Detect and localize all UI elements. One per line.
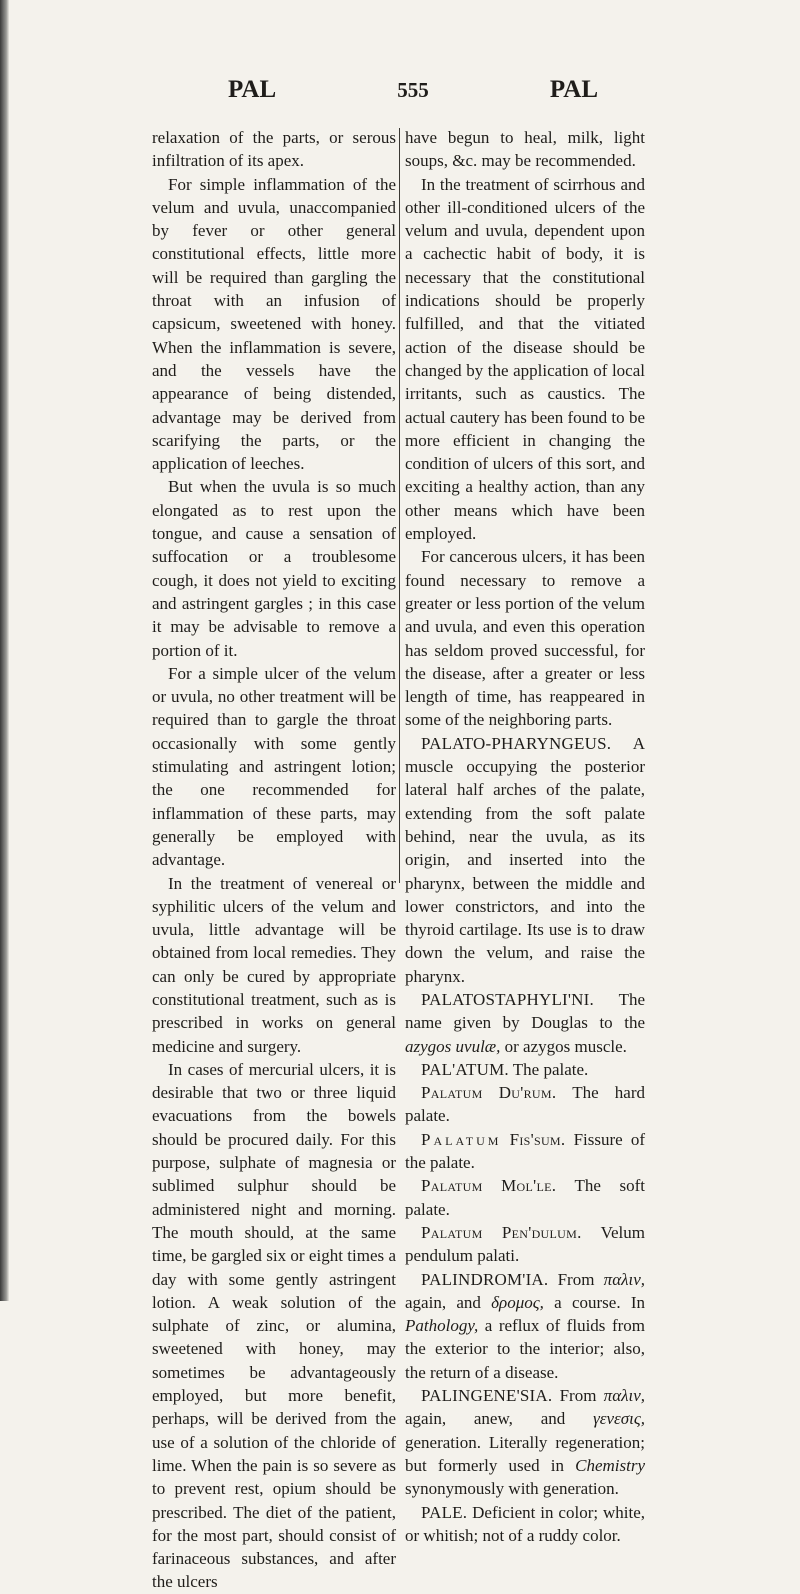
entry-text: The soft palate. bbox=[405, 1176, 645, 1219]
paragraph: In the treatment of venereal or syphilitic ulcers of the velum and uvula, little advantage will be obtained from local remedies. They can only be cured by appropriate constitutional treatment, such as is prescribed in works on general medicine and surgery. bbox=[152, 873, 396, 1056]
entry-text: A muscle occupying the posterior lateral half arches of the palate, extending from the soft palate behind, near the uvula, as its origin, and inserted into the pharynx, between the middle and lower constrictors, and into the thyroid cartilage. Its use is to draw down the velum, and raise the pharynx. bbox=[405, 733, 645, 986]
entry-palatum-durum bbox=[405, 1081, 645, 1128]
entry-palato-pharyngeus bbox=[405, 732, 645, 988]
entry-term: Fis'sum. bbox=[509, 1129, 566, 1149]
left-column bbox=[152, 126, 396, 1594]
entry-term: PALINGENE'SIA. bbox=[421, 1386, 553, 1406]
header-right-word: PAL bbox=[549, 76, 598, 103]
greek-word: δρομος, bbox=[491, 1292, 544, 1312]
entry-palatum-pendulum bbox=[405, 1221, 645, 1268]
paragraph: relaxation of the parts, or serous infiltration of its apex. bbox=[152, 128, 396, 171]
entry-pale bbox=[405, 1501, 645, 1548]
paragraph: For simple inflammation of the velum and uvula, unaccompanied by fever or other general constitutional effects, little more will be required than gargling the throat with an infusion of capsicum, sweetened with honey. When the inflammation is severe, and the vessels have the appearance of being distended, advantage may be derived from scarifying the parts, or the application of leeches. bbox=[152, 174, 396, 474]
entry-palatostaphylini bbox=[405, 988, 645, 1058]
paragraph: For a simple ulcer of the velum or uvula, no other treatment will be required than to gargle the throat occasionally with some gently stimulating and astringent lotion; the one recommended for inflammation of these parts, may generally be employed with advantage. bbox=[152, 663, 396, 870]
entry-text: a course. In bbox=[554, 1292, 646, 1312]
right-column bbox=[405, 126, 645, 1547]
paragraph: In the treatment of scirrhous and other ill-conditioned ulcers of the velum and uvula, dependent upon a cachectic habit of body, it is necessary that the constitutional indications should be properly fulfilled, and that the vitiated action of the disease should be changed by the application of local irritants, such as caustics. The actual cautery has been found to be more efficient in changing the condition of ulcers of this sort, and exciting a healthy action, than any other means which have been employed. bbox=[405, 174, 645, 544]
entry-term: PALE. bbox=[421, 1502, 468, 1522]
entry-italic: azygos uvulæ, bbox=[405, 1036, 501, 1056]
entry-palindromia bbox=[405, 1268, 645, 1384]
paragraph: have begun to heal, milk, light soups, &c. may be recommended. bbox=[405, 128, 645, 171]
entry-term: Mol'le. bbox=[501, 1176, 557, 1196]
entry-term: Pen'dulum. bbox=[501, 1222, 582, 1242]
entry-term: Du'rum. bbox=[498, 1083, 557, 1103]
entry-palingenesia bbox=[405, 1384, 645, 1500]
entry-text: Deficient in color; white, or whitish; not of a ruddy color. bbox=[405, 1502, 646, 1545]
page-number: 555 bbox=[397, 78, 429, 102]
entry-text: From bbox=[557, 1269, 595, 1289]
column-rule bbox=[399, 128, 400, 883]
paragraph: For cancerous ulcers, it has been found necessary to remove a greater or less portion of the velum and uvula, and even this operation has seldom proved successful, for the disease, after a greater or less length of time, has reappeared in some of the neighboring parts. bbox=[405, 547, 645, 730]
entry-palatum bbox=[405, 1058, 645, 1081]
entry-term: Palatum bbox=[421, 1083, 483, 1103]
book-binding-edge bbox=[0, 0, 9, 1301]
entry-term: PAL'ATUM. bbox=[421, 1059, 509, 1079]
entry-term: Palatum bbox=[421, 1222, 483, 1242]
entry-text: Fissure of the palate. bbox=[405, 1129, 646, 1173]
entry-text: again, and bbox=[405, 1292, 481, 1312]
entry-text: again, anew, and bbox=[405, 1409, 566, 1429]
entry-term: PALINDROM'IA. bbox=[421, 1269, 549, 1289]
entry-term: Palatum bbox=[421, 1176, 483, 1196]
entry-text: synonymously with generation. bbox=[405, 1479, 619, 1499]
paragraph: In cases of mercurial ulcers, it is desirable that two or three liquid evacuations from the bowels should be procured daily. For this purpose, sulphate of magnesia or sublimed sulphur should be administered night and morning. The mouth should, at the same time, be gargled six or eight times a day with some gently astringent lotion. A weak solution of the sulphate of zinc, or alumina, sweetened with honey, may sometimes be advantageously employed, but more benefit, perhaps, will be derived from the use of a solution of the chloride of lime. When the pain is so severe as to prevent rest, opium should be prescribed. The diet of the patient, for the most part, should consist of farinaceous substances, and after the ulcers bbox=[152, 1059, 396, 1592]
entry-term: PALATOSTAPHYLI'NI. bbox=[421, 989, 594, 1009]
greek-word: παλιν, bbox=[603, 1269, 645, 1289]
entry-italic: Chemistry bbox=[575, 1455, 646, 1475]
entry-text: a reflux of fluids from the exterior to the interior; also, the return of a disease. bbox=[405, 1316, 645, 1382]
greek-word: γενεσις, bbox=[593, 1409, 646, 1429]
entry-text: generation. Literally regeneration; but formerly used in bbox=[405, 1432, 645, 1475]
running-header bbox=[228, 76, 598, 116]
entry-text: The hard palate. bbox=[405, 1083, 646, 1126]
entry-text: or azygos muscle. bbox=[504, 1036, 627, 1056]
entry-text: The palate. bbox=[512, 1059, 589, 1079]
entry-text: From bbox=[559, 1386, 597, 1406]
greek-word: παλιν, bbox=[603, 1386, 645, 1406]
entry-term: PALATO-PHARYNGEUS. bbox=[421, 733, 612, 753]
paragraph: But when the uvula is so much elongated as to rest upon the tongue, and cause a sensation of suffocation or a troublesome cough, it does not yield to exciting and astringent gargles ; in this case it may be advisable to remove a portion of it. bbox=[152, 477, 396, 660]
entry-text: Velum pendulum palati. bbox=[405, 1222, 645, 1266]
entry-term: Palatum bbox=[421, 1129, 502, 1149]
entry-text: The name given by Douglas to the bbox=[405, 989, 645, 1033]
entry-italic: Pathology, bbox=[405, 1316, 479, 1336]
header-left-word: PAL bbox=[228, 76, 277, 103]
entry-palatum-fissum bbox=[405, 1128, 645, 1175]
entry-palatum-molle bbox=[405, 1174, 645, 1221]
